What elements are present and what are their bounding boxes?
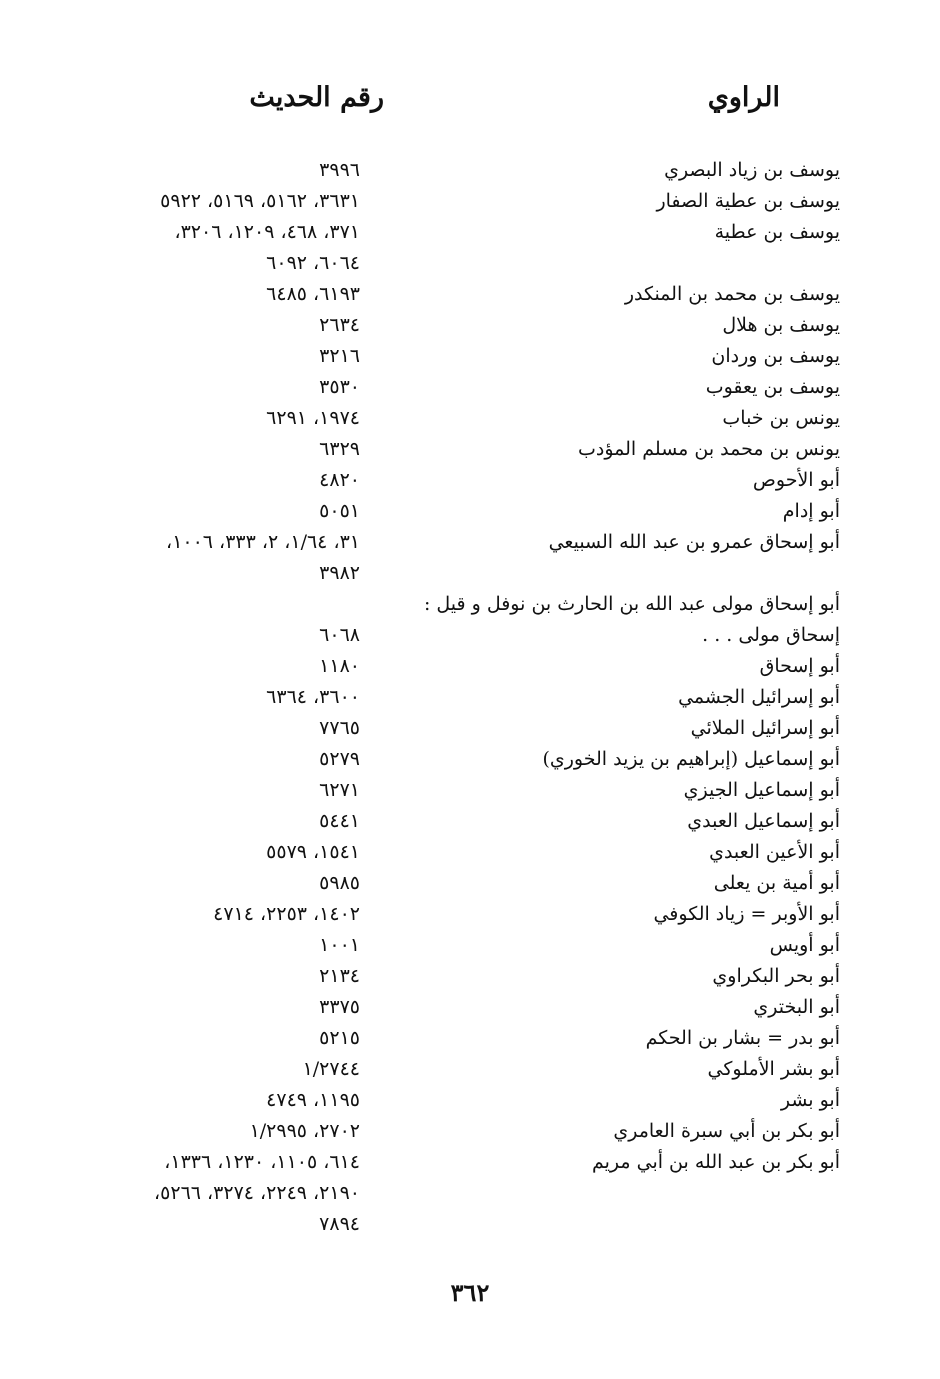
table-row [0, 1023, 940, 1054]
hadith-numbers: ٧٧٦٥ [319, 717, 360, 739]
hadith-numbers: ٣٦٠٠، ٦٣٦٤ [266, 686, 360, 708]
table-row [0, 310, 940, 341]
table-row [0, 1116, 940, 1147]
table-row [0, 868, 940, 899]
narrator-name: أبو أويس [769, 934, 840, 956]
narrator-name: أبو إسحاق مولى عبد الله بن الحارث بن نوفل و قيل : [423, 593, 840, 615]
table-row [0, 775, 940, 806]
table-row [0, 992, 940, 1023]
hadith-numbers: ٥٤٤١ [319, 810, 360, 832]
hadith-numbers: ٣١، ١/٦٤، ٢، ٣٣٣، ١٠٠٦، [166, 531, 360, 553]
hadith-numbers: ١/٢٧٤٤ [302, 1058, 360, 1080]
hadith-numbers: ٦١٩٣، ٦٤٨٥ [266, 283, 360, 305]
hadith-numbers: ٦٠٦٨ [319, 624, 360, 646]
table-row [0, 1209, 940, 1240]
hadith-numbers: ٣٥٣٠ [319, 376, 360, 398]
narrator-name: أبو إسحاق [759, 655, 840, 677]
table-row [0, 682, 940, 713]
table-row [0, 961, 940, 992]
hadith-numbers: ١٩٧٤، ٦٢٩١ [266, 407, 360, 429]
hadith-numbers: ٥٢٧٩ [319, 748, 360, 770]
narrator-name: أبو بحر البكراوي [712, 965, 840, 987]
narrator-name: أبو الأوبر = زياد الكوفي [653, 903, 840, 925]
table-row [0, 341, 940, 372]
hadith-numbers: ٣٢١٦ [319, 345, 360, 367]
table-row [0, 403, 940, 434]
hadith-numbers: ١١٨٠ [319, 655, 360, 677]
narrator-name: أبو إسحاق عمرو بن عبد الله السبيعي [548, 531, 840, 553]
hadith-numbers: ١١٩٥، ٤٧٤٩ [266, 1089, 360, 1111]
table-row [0, 713, 940, 744]
narrator-name: يوسف بن يعقوب [705, 376, 840, 398]
narrator-name: أبو إسماعيل العبدي [687, 810, 840, 832]
table-row [0, 651, 940, 682]
narrator-name: أبو أمية بن يعلى [713, 872, 840, 894]
hadith-numbers: ٥٩٨٥ [319, 872, 360, 894]
hadith-numbers: ٦٢٧١ [319, 779, 360, 801]
hadith-numbers: ١٠٠١ [319, 934, 360, 956]
table-row [0, 465, 940, 496]
hadith-numbers: ٢١٣٤ [319, 965, 360, 987]
table-row [0, 806, 940, 837]
hadith-numbers: ٣٣٧٥ [319, 996, 360, 1018]
table-row [0, 899, 940, 930]
hadith-numbers: ٥٠٥١ [319, 500, 360, 522]
narrator-name: يوسف بن عطية الصفار [656, 190, 840, 212]
hadith-numbers: ٢٦٣٤ [319, 314, 360, 336]
narrator-name: يوسف بن وردان [711, 345, 840, 367]
hadith-numbers: ٣٩٨٢ [319, 562, 360, 584]
narrator-name: أبو إسماعيل الجيزي [683, 779, 840, 801]
hadith-numbers: ٤٨٢٠ [319, 469, 360, 491]
table-row [0, 589, 940, 620]
narrator-name: أبو بشر [780, 1089, 840, 1111]
narrator-name: يوسف بن عطية [714, 221, 840, 243]
hadith-numbers: ٥٢١٥ [319, 1027, 360, 1049]
table-row [0, 930, 940, 961]
narrator-name: أبو الأعين العبدي [709, 841, 840, 863]
table-row [0, 279, 940, 310]
hadith-numbers: ٦١٤، ١١٠٥، ١٢٣٠، ١٣٣٦، [164, 1151, 360, 1173]
narrator-name: أبو بكر بن عبد الله بن أبي مريم [591, 1151, 840, 1173]
hadith-numbers: ٣٧١، ٤٦٨، ١٢٠٩، ٣٢٠٦، [174, 221, 360, 243]
hadith-numbers: ٢١٩٠، ٢٢٤٩، ٣٢٧٤، ٥٢٦٦، [154, 1182, 360, 1204]
table-row [0, 744, 940, 775]
table-row [0, 217, 940, 248]
narrator-name: يونس بن محمد بن مسلم المؤدب [578, 438, 840, 460]
narrator-name: أبو إدام [782, 500, 840, 522]
narrator-name: إسحاق مولى . . . [702, 624, 840, 646]
table-row [0, 620, 940, 651]
hadith-numbers: ٦٠٦٤، ٦٠٩٢ [266, 252, 360, 274]
narrator-column-header: الراوي [707, 82, 780, 113]
table-row [0, 527, 940, 558]
hadith-numbers: ١٥٤١، ٥٥٧٩ [266, 841, 360, 863]
index-table [0, 155, 940, 1240]
narrator-name: أبو بشر الأملوكي [707, 1058, 840, 1080]
table-row [0, 837, 940, 868]
hadith-numbers: ٢٧٠٢، ١/٢٩٩٥ [249, 1120, 360, 1142]
narrator-name: أبو الأحوص [752, 469, 840, 491]
hadith-numbers: ٣٦٣١، ٥١٦٢، ٥١٦٩، ٥٩٢٢ [160, 190, 360, 212]
narrator-name: أبو إسماعيل (إبراهيم بن يزيد الخوري) [542, 748, 840, 770]
table-row [0, 1054, 940, 1085]
table-row [0, 155, 940, 186]
narrator-name: يوسف بن هلال [722, 314, 840, 336]
narrator-name: يوسف بن محمد بن المنكدر [624, 283, 840, 305]
table-row [0, 434, 940, 465]
hadith-numbers: ٧٨٩٤ [319, 1213, 360, 1235]
table-row [0, 1178, 940, 1209]
hadith-numbers: ١٤٠٢، ٢٢٥٣، ٤٧١٤ [213, 903, 360, 925]
narrator-name: أبو بكر بن أبي سبرة العامري [613, 1120, 840, 1142]
table-row [0, 558, 940, 589]
table-row [0, 372, 940, 403]
narrator-name: أبو البختري [753, 996, 840, 1018]
hadith-number-column-header: رقم الحديث [249, 82, 384, 113]
table-row [0, 1147, 940, 1178]
page-number: ٣٦٢ [450, 1278, 490, 1307]
narrator-name: أبو بدر = بشار بن الحكم [645, 1027, 840, 1049]
table-row [0, 248, 940, 279]
narrator-name: أبو إسرائيل الجشمي [678, 686, 840, 708]
narrator-name: يونس بن خباب [722, 407, 840, 429]
table-row [0, 1085, 940, 1116]
table-row [0, 496, 940, 527]
narrator-name: أبو إسرائيل الملائي [690, 717, 840, 739]
hadith-numbers: ٦٣٢٩ [319, 438, 360, 460]
table-row [0, 186, 940, 217]
narrator-name: يوسف بن زياد البصري [664, 159, 840, 181]
hadith-numbers: ٣٩٩٦ [319, 159, 360, 181]
